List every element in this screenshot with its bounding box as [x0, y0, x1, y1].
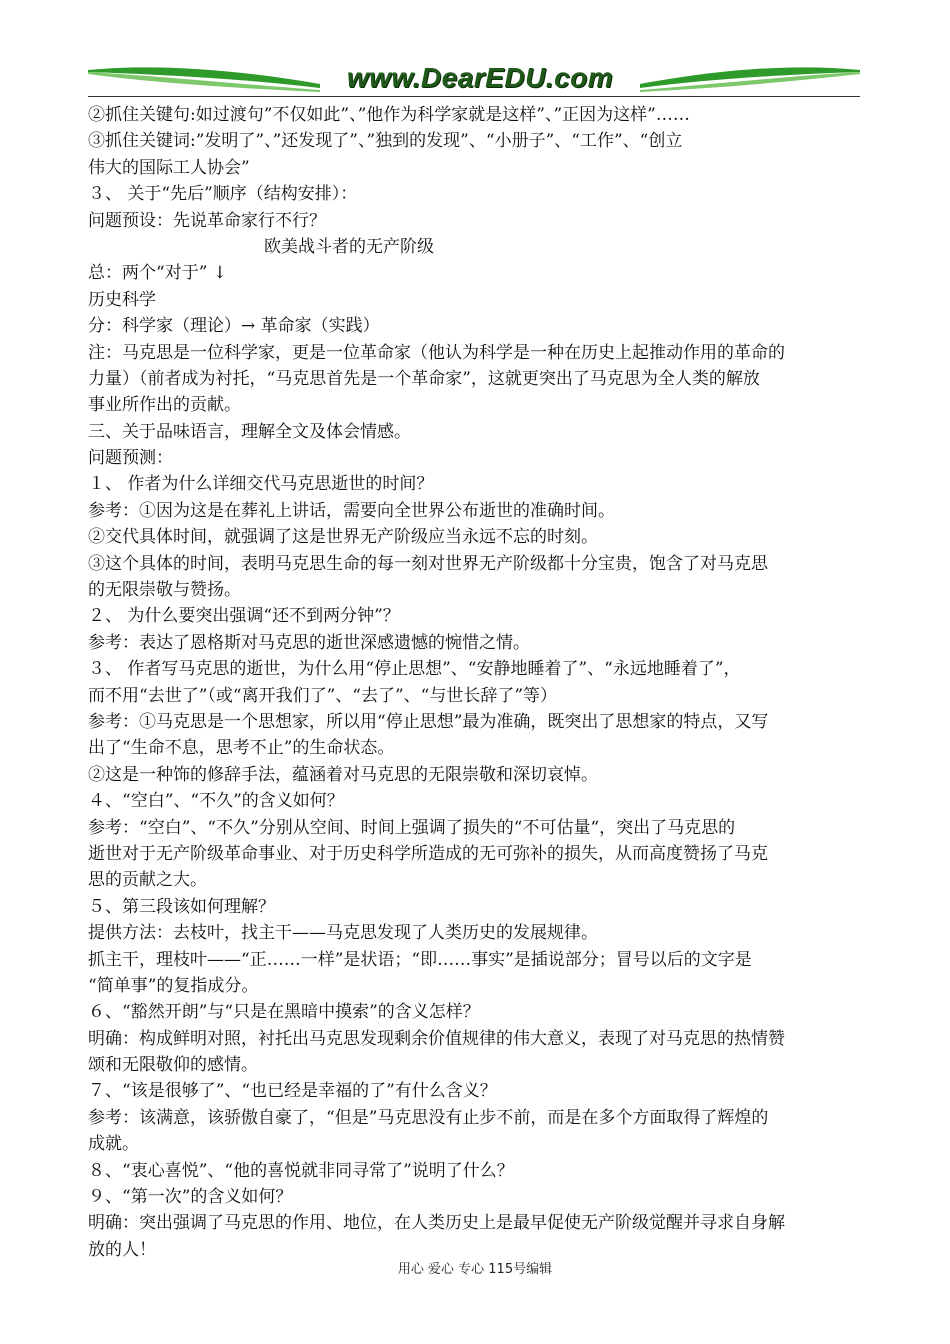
text-line: ３、 关于“先后”顺序（结构安排）： — [88, 184, 358, 205]
text-line: 问题预测： — [88, 448, 173, 469]
text-line: 明确：突出强调了马克思的作用、地位，在人类历史上是最早促使无产阶级觉醒并寻求自身解 — [88, 1213, 785, 1234]
page-header — [88, 58, 860, 98]
text-line: ②这是一种饰的修辞手法，蕴涵着对马克思的无限崇敬和深切哀悼。 — [88, 764, 598, 785]
text-line: 历史科学 — [88, 289, 156, 310]
text-line: 参考：①马克思是一个思想家，所以用“停止思想”最为准确，既突出了思想家的特点，又写 — [88, 711, 769, 732]
section-heading: 三、关于品味语言，理解全文及体会情感。 — [88, 421, 411, 442]
text-line: 参考：①因为这是在葬礼上讲话，需要向全世界公布逝世的准确时间。 — [88, 500, 615, 521]
text-line: 事业所作出的贡献。 — [88, 395, 241, 416]
text-line: ③抓住关键词:”发明了”、”还发现了”、”独到的发现”、“小册子”、“工作”、“创立 — [88, 131, 683, 152]
text-line: 抓主干，理枝叶——“正……一样”是状语；“即……事实”是插说部分；冒号以后的文字是 — [88, 949, 752, 970]
question-line: ８、“衷心喜悦”、“他的喜悦就非同寻常了”说明了什么？ — [88, 1160, 514, 1181]
question-line: ４、“空白”、“不久”的含义如何？ — [88, 791, 344, 812]
text-line: 总：两个“对于” ↓ — [88, 263, 228, 284]
text-line: 成就。 — [88, 1134, 139, 1155]
diagram-top-label: 欧美战斗者的无产阶级 — [264, 236, 434, 257]
text-line: 注：马克思是一位科学家，更是一位革命家（他认为科学是一种在历史上起推动作用的革命的 — [88, 342, 785, 363]
text-line: 放的人！ — [88, 1239, 156, 1260]
text-line: 思的贡献之大。 — [88, 870, 207, 891]
text-line: 颂和无限敬仰的感情。 — [88, 1055, 258, 1076]
text-line: 参考：表达了恩格斯对马克思的逝世深感遗憾的惋惜之情。 — [88, 632, 530, 653]
text-line: ③这个具体的时间，表明马克思生命的每一刻对世界无产阶级都十分宝贵，饱含了对马克思 — [88, 553, 768, 574]
text-line: ②交代具体时间，就强调了这是世界无产阶级应当永远不忘的时刻。 — [88, 527, 598, 548]
text-line: 出了“生命不息，思考不止”的生命状态。 — [88, 738, 395, 759]
question-line: ７、“该是很够了”、“也已经是幸福的了”有什么含义？ — [88, 1081, 497, 1102]
text-line: ②抓住关键句:如过渡句”不仅如此”、”他作为科学家就是这样”、”正因为这样”…… — [88, 105, 690, 125]
text-line: 力量）（前者成为衬托，“马克思首先是一个革命家”，这就更突出了马克思为全人类的解放 — [88, 368, 760, 389]
question-line: ５、第三段该如何理解？ — [88, 896, 275, 917]
page-footer: 用心 爱心 专心 115号编辑 — [397, 1262, 553, 1277]
text-line: 明确：构成鲜明对照，衬托出马克思发现剩余价值规律的伟大意义，表现了对马克思的热情赞 — [88, 1028, 785, 1049]
site-logo[interactable]: www.DearEDU.com — [346, 62, 614, 93]
question-line: ９、“第一次”的含义如何？ — [88, 1187, 293, 1208]
text-line: 参考：“空白”、“不久”分别从空间、时间上强调了损失的“不可估量“，突出了马克思的 — [88, 817, 736, 838]
question-line: １、 作者为什么详细交代马克思逝世的时间？ — [88, 474, 434, 495]
text-line: 分：科学家（理论）→ 革命家（实践） — [88, 316, 380, 337]
question-line: ３、 作者写马克思的逝世，为什么用“停止思想”、“安静地睡着了”、“永远地睡着了”， — [88, 659, 741, 680]
text-line: 而不用“去世了”（或“离开我们了”、“去了”、“与世长辞了”等） — [88, 685, 558, 706]
text-line: 的无限崇敬与赞扬。 — [88, 580, 241, 601]
header-rule — [88, 96, 860, 97]
text-line: 逝世对于无产阶级革命事业、对于历史科学所造成的无可弥补的损失，从而高度赞扬了马克 — [88, 843, 768, 864]
question-line: ６、“豁然开朗”与“只是在黑暗中摸索”的含义怎样？ — [88, 1002, 480, 1023]
text-line: 问题预设：先说革命家行不行？ — [88, 210, 326, 231]
document-body — [88, 102, 862, 1263]
text-line: 提供方法：去枝叶，找主干——马克思发现了人类历史的发展规律。 — [88, 923, 598, 944]
question-line: ２、 为什么要突出强调“还不到两分钟”？ — [88, 606, 400, 627]
text-line: 参考：该满意，该骄傲自豪了，“但是”马克思没有止步不前，而是在多个方面取得了辉煌的 — [88, 1107, 769, 1128]
text-line: 伟大的国际工人协会” — [88, 157, 250, 178]
text-line: “简单事”的复指成分。 — [88, 975, 259, 996]
